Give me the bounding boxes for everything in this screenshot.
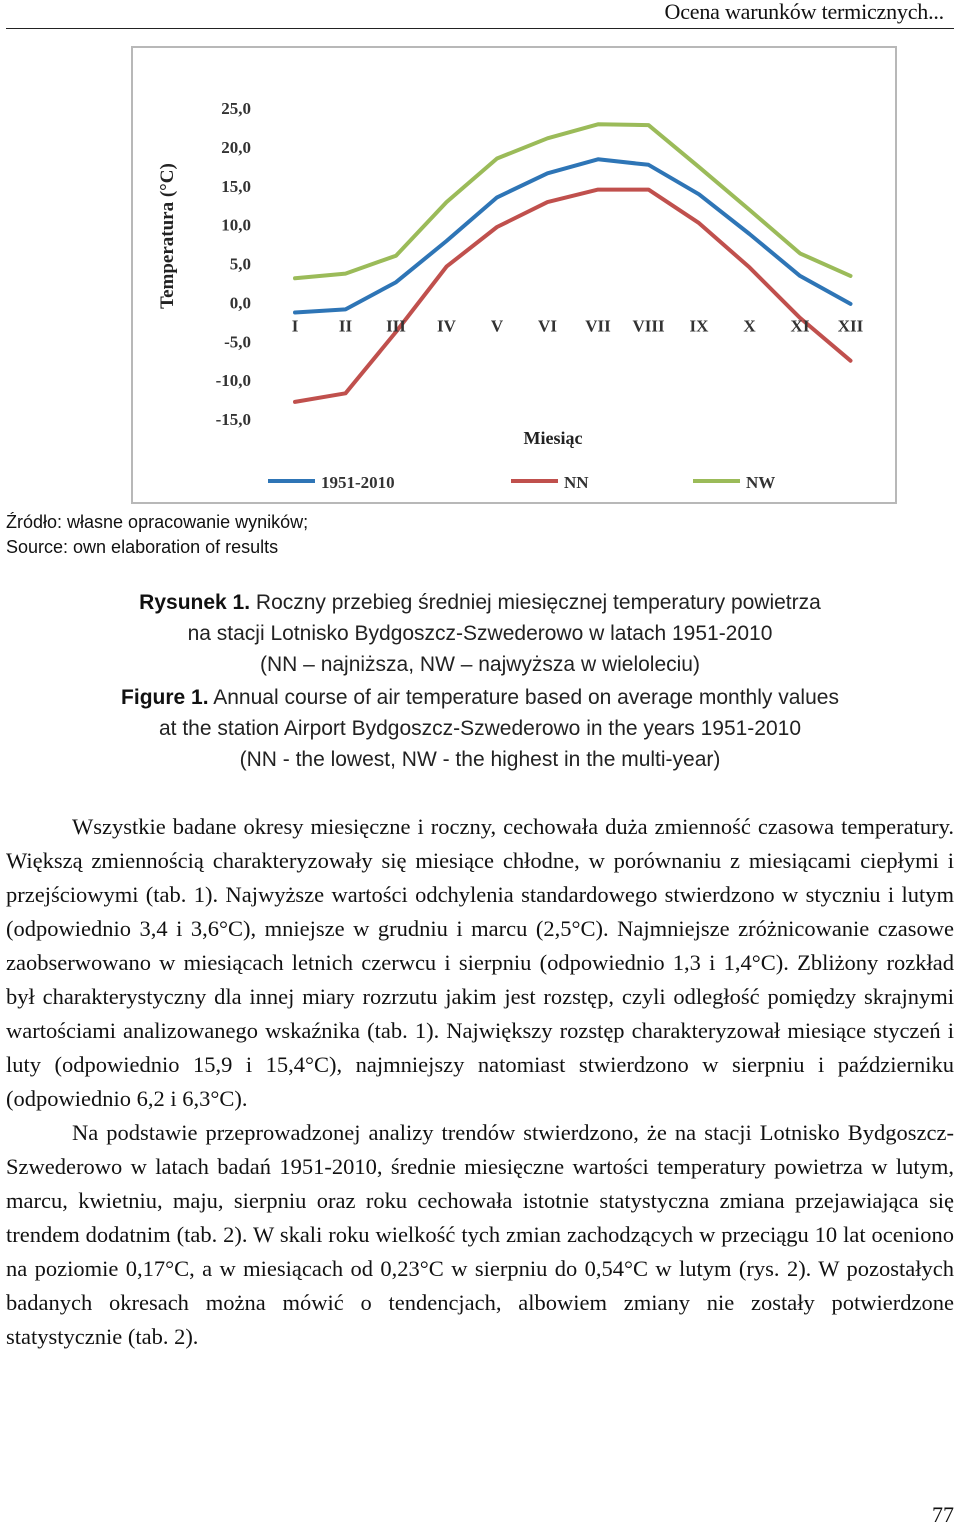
x-tick-label: XII	[837, 316, 864, 336]
running-header	[6, 0, 954, 29]
y-tick-label: 10,0	[221, 215, 251, 235]
x-axis-label: Miesiąc	[523, 428, 583, 448]
x-tick-label: V	[490, 316, 504, 336]
y-tick-label: 15,0	[221, 176, 251, 196]
x-tick-label: VI	[538, 316, 557, 336]
caption-en-line3: (NN - the lowest, NW - the highest in the multi-year)	[239, 748, 721, 771]
caption-pl-line1	[0, 591, 960, 615]
x-tick-label: VII	[585, 316, 611, 336]
x-tick-label: I	[291, 316, 299, 336]
y-tick-label: -5,0	[224, 332, 251, 352]
x-tick-label: II	[338, 316, 353, 336]
caption-pl-text1: Roczny przebieg średniej miesięcznej temperatury powietrza	[250, 591, 821, 614]
caption-pl-line2: na stacji Lotnisko Bydgoszcz-Szwederowo w latach 1951-2010	[187, 622, 773, 645]
y-tick-label: -15,0	[215, 410, 251, 429]
y-tick-label: -10,0	[215, 371, 251, 391]
temperature-chart	[131, 46, 897, 504]
legend-label: NN	[564, 473, 589, 492]
x-tick-label: IV	[437, 316, 456, 336]
caption-pl-line3: (NN – najniższa, NW – najwyższa w wieloleciu)	[260, 653, 700, 676]
paragraph-1: Wszystkie badane okresy miesięczne i roczny, cechowała duża zmienność czasowa temperatury. Większą zmiennością charakteryzowały się miesiące chłodne, w porównaniu z miesiącami ciepłymi i przejściowymi (tab. 1). Najwyższe wartości odchylenia standardowego stwierdzono w styczniu i lutym (odpowiednio 3,4 i 3,6°C), mniejsze w grudniu i marcu (2,5°C). Najmniejsze zróżnicowanie czasowe zaobserwowano w miesiącach letnich czerwcu i sierpniu (odpowiednio 1,3 i 1,4°C). Zbliżony rozkład był charakterystyczny dla innej miary rozrzutu jakim jest rozstęp, czyli odległość pomiędzy skrajnymi wartościami analizowanego wskaźnika (tab. 1). Największy rozstęp charakteryzował miesiące styczeń i luty (odpowiednio 15,9 i 15,4°C), najmniejszy natomiast stwierdzono w sierpniu i październiku (odpowiednio 6,2 i 6,3°C).	[6, 814, 954, 1111]
y-tick-label: 25,0	[221, 99, 251, 118]
x-tick-label: III	[386, 316, 406, 336]
y-axis-label: Temperatura (°C)	[157, 163, 178, 309]
running-title: Ocena warunków termicznych...	[664, 0, 944, 24]
x-tick-label: VIII	[632, 316, 665, 336]
y-tick-label: 5,0	[229, 254, 251, 274]
caption-en-line2: at the station Airport Bydgoszcz-Szwederowo in the years 1951-2010	[158, 717, 802, 740]
legend-label: 1951-2010	[321, 473, 395, 492]
legend-label: NW	[746, 473, 776, 492]
figure-source	[6, 510, 308, 560]
body-text	[6, 810, 954, 1354]
page-number: 77	[932, 1502, 954, 1527]
series-line-nn	[295, 190, 851, 402]
x-tick-label: XI	[790, 316, 810, 336]
series-line-1951-2010	[295, 159, 851, 312]
caption-en-text1: Annual course of air temperature based on average monthly values	[208, 686, 839, 709]
x-tick-label: IX	[689, 316, 709, 336]
series-line-nw	[295, 124, 851, 278]
chart-svg	[133, 48, 895, 502]
source-line-pl: Źródło: własne opracowanie wyników;	[6, 512, 309, 532]
paragraph-2: Na podstawie przeprowadzonej analizy trendów stwierdzono, że na stacji Lotnisko Bydgoszcz-Szwederowo w latach badań 1951-2010, średnie miesięczne wartości temperatury powietrza w lutym, marcu, kwietniu, maju, sierpniu oraz roku cechowała istotnie statystyczna zmiana przejawiająca się trendem dodatnim (tab. 2). W skali roku wielkość tych zmian zachodzących w przeciągu 10 lat oceniono na poziomie 0,17°C, a w miesiącach od 0,23°C w sierpniu do 0,54°C w lutym (rys. 2). W pozostałych badanych okresach można mówić o tendencjach, albowiem zmiany nie zostały potwierdzone statystycznie (tab. 2).	[6, 1120, 954, 1349]
y-tick-label: 0,0	[229, 293, 251, 313]
caption-pl-label: Rysunek 1.	[139, 591, 251, 614]
y-tick-label: 20,0	[221, 137, 251, 157]
x-tick-label: X	[743, 316, 756, 336]
caption-en-label: Figure 1.	[121, 686, 209, 709]
source-line-en: Source: own elaboration of results	[6, 537, 279, 557]
caption-en-line1	[0, 686, 960, 710]
